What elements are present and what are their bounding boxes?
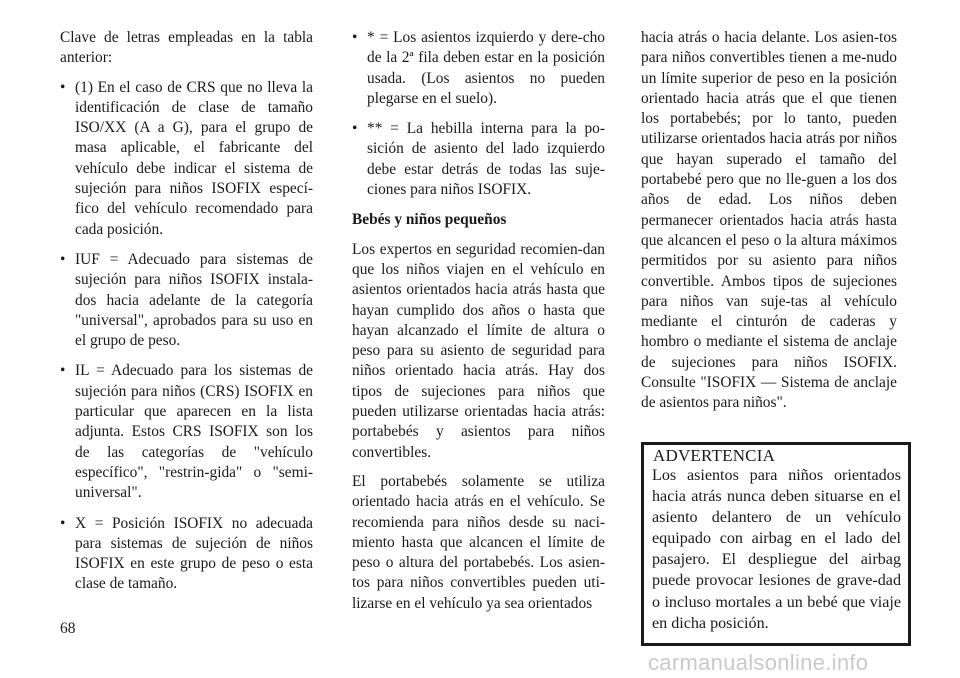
intro-text: Clave de letras empleadas en la tabla anterior:	[60, 29, 313, 67]
body-paragraph: Los expertos en seguridad recomien-dan que los niños viajen en el vehículo en asientos orientados hacia atrás hasta que hayan cumplido dos años o hasta que hayan alcanzado el límite de altura o peso para su asiento de seguridad para niños orientado hacia atrás. Hay dos tipos de sujeciones para niños que pueden utilizarse orientadas hacia atrás: portabebés y asientos para niños convertibles.	[352, 240, 605, 461]
list-item	[352, 119, 605, 200]
list-item-text: X = Posición ISOFIX no adecuada para sistemas de sujeción de niños ISOFIX en este grupo de peso o esta clase de tamaño.	[75, 514, 313, 593]
bullet-icon: •	[60, 78, 66, 96]
bullet-icon: •	[60, 362, 66, 380]
page-number: 68	[60, 620, 76, 637]
list-item	[352, 28, 605, 109]
watermark: carmanualsonline.info	[648, 650, 869, 675]
bullet-icon: •	[60, 250, 66, 268]
column-3	[641, 28, 897, 423]
bullet-icon: •	[352, 120, 358, 138]
list-item	[60, 514, 313, 595]
warning-box	[641, 442, 911, 646]
list-item-text: IL = Adecuado para los sistemas de sujeción para niños (CRS) ISOFIX en particular que aparecen en la lista adjunta. Estos CRS ISOFIX son los de las categorías de "vehículo específico", "restrin-gida" o "semi-universal".	[75, 362, 313, 502]
section-heading: Bebés y niños pequeños	[352, 211, 507, 229]
bullet-icon: •	[352, 29, 358, 46]
list-item-text: (1) En el caso de CRS que no lleva la identificación de clase de tamaño ISO/XX (A a G), para el grupo de masa aplicable, el fabricante del vehículo debe indicar el sistema de sujeción para niños ISOFIX especí-fico del vehículo recomendado para cada posición.	[75, 78, 313, 238]
list-item-text: * = Los asientos izquierdo y dere-cho de la 2ª fila deben estar en la posición usada. (Los asientos no pueden plegarse en el suelo).	[367, 29, 605, 107]
bullet-icon: •	[60, 514, 66, 532]
list-item	[60, 250, 313, 351]
list-item-text: IUF = Adecuado para sistemas de sujeción para niños ISOFIX instala-dos hacia adelante de la categoría "universal", aprobados para su uso en el grupo de peso.	[75, 250, 313, 350]
list-item	[60, 78, 313, 240]
body-paragraph: El portabebés solamente se utiliza orientado hacia atrás en el vehículo. Se recomienda para niños desde su naci-miento hasta que alcancen el límite de peso o altura del portabebés. Los asien-tos para niños convertibles pueden uti-lizarse en el vehículo ya sea orientados	[352, 472, 605, 612]
column-1	[60, 28, 313, 605]
column-2	[352, 28, 605, 623]
list-item	[60, 361, 313, 503]
body-paragraph: hacia atrás o hacia delante. Los asien-tos para niños convertibles tienen a me-nudo un límite superior de peso en la posición orientado hacia atrás que el que tienen los portabebés; por lo tanto, pueden utilizarse orientados hacia atrás por niños que hayan superado el tamaño del portabebé pero que no lle-guen a los dos años de edad. Los niños deben permanecer orientados hacia atrás hasta que alcancen el peso o la altura máximos permitidos por su asiento para niños convertible. Ambos tipos de sujeciones para niños van suje-tas al vehículo mediante el cinturón de caderas y hombro o mediante el sistema de anclaje de sujeciones para niños ISOFIX. Consulte "ISOFIX — Sistema de anclaje de asientos para niños".	[641, 29, 897, 412]
warning-title: ADVERTENCIA	[653, 446, 776, 465]
warning-text: Los asientos para niños orientados hacia atrás nunca deben situarse en el asiento delantero de un vehículo equipado con airbag en el lado del pasajero. El despliegue del airbag puede provocar lesiones de grave-dad o incluso mortales a un bebé que viaje en dicha posición.	[652, 467, 901, 632]
list-item-text: ** = La hebilla interna para la po-sición de asiento del lado izquierdo debe estar detrás de todas las suje-ciones para niños ISOFIX.	[367, 120, 605, 199]
